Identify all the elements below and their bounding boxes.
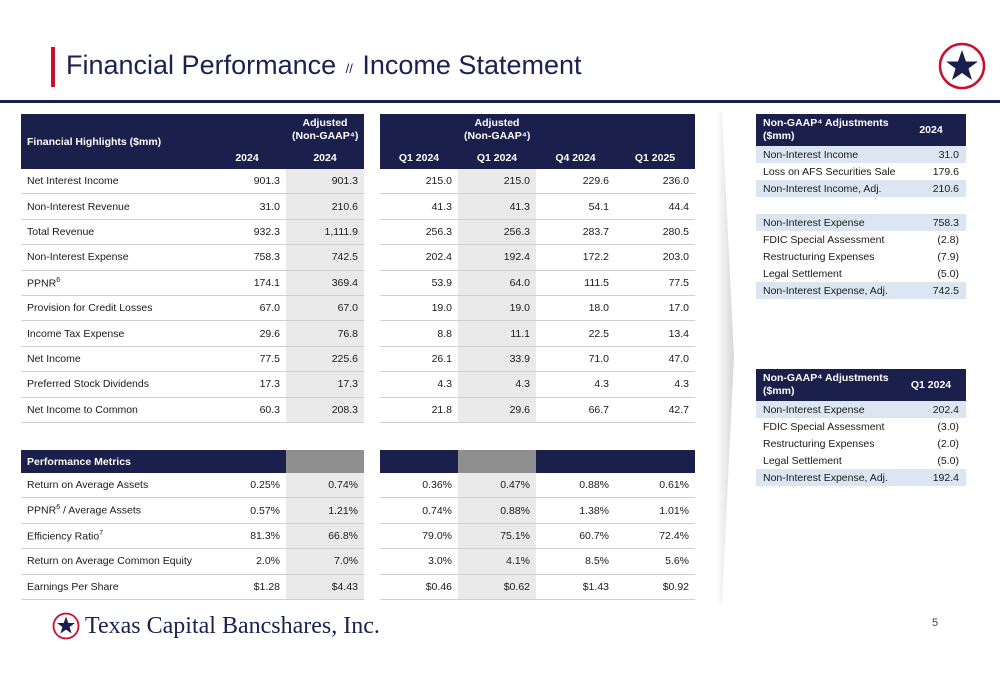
blank-header [286, 450, 364, 473]
blank-header [380, 450, 458, 473]
blank-header [458, 450, 536, 473]
table-cell: 1.38% [536, 498, 615, 523]
adjustment-label: FDIC Special Assessment [763, 420, 885, 433]
adjusted-text: Adjusted [302, 117, 348, 129]
table-cell: 53.9 [380, 270, 458, 295]
financial-highlights-table [21, 114, 695, 423]
col-header: 2024 [208, 146, 286, 169]
table-cell: 0.47% [458, 473, 536, 498]
row-label-text: Return on Average Assets [27, 479, 149, 492]
table-cell: 64.0 [458, 270, 536, 295]
table-cell: 17.0 [615, 295, 695, 320]
row-label-text: Net Income to Common [27, 403, 138, 416]
row-label-text: Earnings Per Share [27, 580, 119, 593]
adjustment-value: (2.8) [937, 233, 959, 246]
table-cell: 11.1 [458, 321, 536, 346]
adjustments-q1-2024-table [756, 369, 966, 486]
row-label-text: PPNR [27, 504, 57, 517]
adjustment-label: Non-Interest Expense, Adj. [756, 469, 896, 486]
adjustment-row [756, 452, 966, 469]
table-cell: 60.7% [536, 523, 615, 548]
performance-metrics-label: Performance Metrics [21, 450, 208, 473]
row-label [21, 270, 208, 295]
table-row [21, 194, 695, 219]
adjustment-row [756, 265, 966, 282]
blank-header [615, 450, 695, 473]
row-label [21, 321, 208, 346]
table-cell: 42.7 [615, 397, 695, 422]
table-cell: 203.0 [615, 245, 695, 270]
table-cell: 0.57% [208, 498, 286, 523]
table-cell: $0.46 [380, 574, 458, 599]
table-cell: $1.28 [208, 574, 286, 599]
row-label [21, 169, 208, 194]
table-cell: 4.3 [458, 372, 536, 397]
row-label-text: Provision for Credit Losses [27, 302, 153, 315]
adjustment-value: 742.5 [896, 282, 966, 299]
table-cell: 229.6 [536, 169, 615, 194]
table-cell: 29.6 [208, 321, 286, 346]
row-label-text: Preferred Stock Dividends [27, 378, 149, 391]
company-name: Texas Capital Bancshares, Inc. [85, 613, 380, 639]
col-header: Q1 2025 [615, 146, 695, 169]
title-main: Financial Performance [66, 50, 337, 80]
adjustment-value: 210.6 [896, 180, 966, 197]
page-number: 5 [932, 617, 939, 629]
adjustment-value: (5.0) [937, 267, 959, 280]
row-label-text: Efficiency Ratio [27, 530, 100, 543]
table-cell: $0.62 [458, 574, 536, 599]
table-cell: 4.3 [380, 372, 458, 397]
table-cell: 5.6% [615, 549, 695, 574]
table-cell: 0.74% [380, 498, 458, 523]
blank-header [208, 450, 286, 473]
table-cell: 71.0 [536, 346, 615, 371]
adjustment-value: 192.4 [896, 469, 966, 486]
adjustment-value: 179.6 [932, 165, 959, 178]
table-cell: 8.5% [536, 549, 615, 574]
table-cell: 60.3 [208, 397, 286, 422]
adjustment-row [756, 401, 966, 418]
table-cell: 77.5 [208, 346, 286, 371]
adjustment-label: Restructuring Expenses [763, 437, 875, 450]
table-cell: 192.4 [458, 245, 536, 270]
table-cell: 256.3 [380, 219, 458, 244]
table-row [21, 372, 695, 397]
table-cell: 17.3 [286, 372, 364, 397]
adjustment-label: Loss on AFS Securities Sale [763, 165, 896, 178]
adjustment-value: (3.0) [937, 420, 959, 433]
adjustment-label: Non-Interest Expense, Adj. [756, 282, 896, 299]
table-cell: 75.1% [458, 523, 536, 548]
adjustments-2024-table [756, 114, 966, 299]
table-cell: 0.25% [208, 473, 286, 498]
adjustment-row [756, 231, 966, 248]
row-label [21, 549, 208, 574]
table-cell: 210.6 [286, 194, 364, 219]
table-cell: 13.4 [615, 321, 695, 346]
adjusted-text: Adjusted [474, 117, 520, 129]
table-cell: 0.61% [615, 473, 695, 498]
table-cell: $1.43 [536, 574, 615, 599]
table-cell: 225.6 [286, 346, 364, 371]
row-label [21, 397, 208, 422]
adjustment-label: Legal Settlement [763, 454, 842, 467]
company-star-logo-icon [938, 42, 986, 90]
table-cell: 67.0 [208, 295, 286, 320]
row-label [21, 498, 208, 523]
table-cell: 79.0% [380, 523, 458, 548]
table-cell: 256.3 [458, 219, 536, 244]
table-row [21, 473, 695, 498]
table-cell: 3.0% [380, 549, 458, 574]
blank-header [208, 114, 286, 146]
table-cell: $0.92 [615, 574, 695, 599]
table-cell: 742.5 [286, 245, 364, 270]
row-label-text: Total Revenue [27, 225, 95, 238]
adjustment-row [756, 418, 966, 435]
row-label [21, 219, 208, 244]
table-row [21, 270, 695, 295]
non-gaap-text: (Non-GAAP⁴) [464, 130, 531, 142]
table-cell: 54.1 [536, 194, 615, 219]
performance-metrics-table [21, 450, 695, 600]
financial-highlights-label: Financial Highlights ($mm) [21, 114, 208, 169]
table-row [21, 346, 695, 371]
row-label-text: Income Tax Expense [27, 327, 125, 340]
adjustment-label: Non-Interest Income [756, 146, 896, 163]
adjustments-label: Non-GAAP⁴ Adjustments ($mm) [756, 114, 896, 146]
table-cell: 0.36% [380, 473, 458, 498]
table-cell: 47.0 [615, 346, 695, 371]
footer-star-logo-icon [52, 612, 80, 640]
row-label-suffix: / Average Assets [60, 504, 142, 517]
non-gaap-text: (Non-GAAP⁴) [292, 130, 359, 142]
adjustments-label: Non-GAAP⁴ Adjustments ($mm) [756, 369, 896, 401]
table-cell: 1.21% [286, 498, 364, 523]
table-cell: 77.5 [615, 270, 695, 295]
table-cell: 901.3 [208, 169, 286, 194]
table-cell: 0.88% [458, 498, 536, 523]
table-cell: 76.8 [286, 321, 364, 346]
table-cell: 8.8 [380, 321, 458, 346]
table-cell: 66.7 [536, 397, 615, 422]
adjustment-value: (2.0) [937, 437, 959, 450]
table-cell: 17.3 [208, 372, 286, 397]
table-cell: 67.0 [286, 295, 364, 320]
row-label-text: PPNR [27, 277, 57, 289]
table-cell: 215.0 [458, 169, 536, 194]
adjustment-value [896, 197, 966, 214]
adjustment-row [756, 197, 966, 214]
adjustment-value: 202.4 [896, 401, 966, 418]
adjustment-label: Non-Interest Expense [756, 401, 896, 418]
table-cell: 1.01% [615, 498, 695, 523]
table-cell: 41.3 [458, 194, 536, 219]
table-cell: 0.88% [536, 473, 615, 498]
table-cell: 1,111.9 [286, 219, 364, 244]
adjustments-header-row [756, 114, 966, 146]
adjustments-col-header: Q1 2024 [896, 369, 966, 401]
adjustment-row [756, 163, 966, 180]
table-cell: 81.3% [208, 523, 286, 548]
adjustment-label: Restructuring Expenses [763, 250, 875, 263]
adjustment-row [756, 248, 966, 265]
table-row [21, 321, 695, 346]
adjustment-row [756, 435, 966, 452]
adjustment-row [756, 469, 966, 486]
row-label [21, 574, 208, 599]
footnote-marker: 6 [56, 276, 61, 284]
row-label [21, 194, 208, 219]
table-cell: 0.74% [286, 473, 364, 498]
adjustment-label: Non-Interest Expense [756, 214, 896, 231]
adjustment-label [756, 197, 896, 214]
table-cell: 283.7 [536, 219, 615, 244]
table-cell: 202.4 [380, 245, 458, 270]
table-cell: 4.3 [615, 372, 695, 397]
row-label [21, 295, 208, 320]
table-cell: 208.3 [286, 397, 364, 422]
table-cell: 932.3 [208, 219, 286, 244]
table-cell: 29.6 [458, 397, 536, 422]
row-label-text: Non-Interest Revenue [27, 200, 130, 213]
table-cell: 18.0 [536, 295, 615, 320]
row-label-text: Net Income [27, 352, 81, 365]
blank-header [536, 450, 615, 473]
adjustment-row [756, 180, 966, 197]
adjusted-header-quarter [458, 114, 536, 146]
table-cell: 31.0 [208, 194, 286, 219]
table-cell: 4.1% [458, 549, 536, 574]
table-row [21, 549, 695, 574]
row-label-text: Non-Interest Expense [27, 251, 129, 264]
table-cell: 21.8 [380, 397, 458, 422]
adjustment-label: FDIC Special Assessment [763, 233, 885, 246]
table-cell: 174.1 [208, 270, 286, 295]
table-cell: 280.5 [615, 219, 695, 244]
adjustment-value: 31.0 [896, 146, 966, 163]
table-cell: 4.3 [536, 372, 615, 397]
adjustment-row [756, 146, 966, 163]
adjustments-header-row [756, 369, 966, 401]
performance-header-row [21, 450, 695, 473]
adjustment-value: (7.9) [937, 250, 959, 263]
table-row [21, 169, 695, 194]
table-cell: 19.0 [458, 295, 536, 320]
table-cell: 215.0 [380, 169, 458, 194]
table-row [21, 523, 695, 548]
adjustment-label: Non-Interest Income, Adj. [756, 180, 896, 197]
chevron-arrow-icon [716, 112, 736, 602]
header-row-1 [21, 114, 695, 146]
table-cell: $4.43 [286, 574, 364, 599]
col-header: 2024 [286, 146, 364, 169]
page-title [66, 50, 582, 81]
row-label [21, 523, 208, 548]
table-cell: 72.4% [615, 523, 695, 548]
table-cell: 236.0 [615, 169, 695, 194]
table-row [21, 397, 695, 422]
adjustments-col-header: 2024 [896, 114, 966, 146]
title-sub: Income Statement [362, 50, 582, 80]
blank-header [380, 114, 458, 146]
row-label-text: Return on Average Common Equity [27, 555, 192, 568]
table-cell: 26.1 [380, 346, 458, 371]
table-cell: 33.9 [458, 346, 536, 371]
col-header: Q1 2024 [458, 146, 536, 169]
table-row [21, 498, 695, 523]
table-cell: 758.3 [208, 245, 286, 270]
col-header: Q1 2024 [380, 146, 458, 169]
adjustment-value: (5.0) [937, 454, 959, 467]
table-cell: 19.0 [380, 295, 458, 320]
adjustment-row [756, 214, 966, 231]
table-row [21, 295, 695, 320]
title-separator: // [345, 61, 353, 76]
blank-header [615, 114, 695, 146]
row-label [21, 473, 208, 498]
row-label-text: Net Interest Income [27, 175, 119, 188]
title-accent-bar [51, 47, 55, 87]
table-cell: 172.2 [536, 245, 615, 270]
col-header: Q4 2024 [536, 146, 615, 169]
adjustment-label: Legal Settlement [763, 267, 842, 280]
adjustment-row [756, 282, 966, 299]
row-label [21, 245, 208, 270]
table-cell: 2.0% [208, 549, 286, 574]
table-row [21, 245, 695, 270]
table-cell: 369.4 [286, 270, 364, 295]
row-label [21, 346, 208, 371]
adjusted-header-annual [286, 114, 364, 146]
table-cell: 41.3 [380, 194, 458, 219]
table-cell: 22.5 [536, 321, 615, 346]
row-label [21, 372, 208, 397]
blank-header [536, 114, 615, 146]
table-row [21, 574, 695, 599]
table-cell: 44.4 [615, 194, 695, 219]
table-cell: 901.3 [286, 169, 364, 194]
header-rule [0, 100, 1000, 103]
table-cell: 66.8% [286, 523, 364, 548]
adjustment-value: 758.3 [896, 214, 966, 231]
footnote-marker: 7 [99, 529, 104, 537]
table-cell: 7.0% [286, 549, 364, 574]
table-row [21, 219, 695, 244]
footnote-marker: 6 [56, 504, 61, 512]
table-cell: 111.5 [536, 270, 615, 295]
